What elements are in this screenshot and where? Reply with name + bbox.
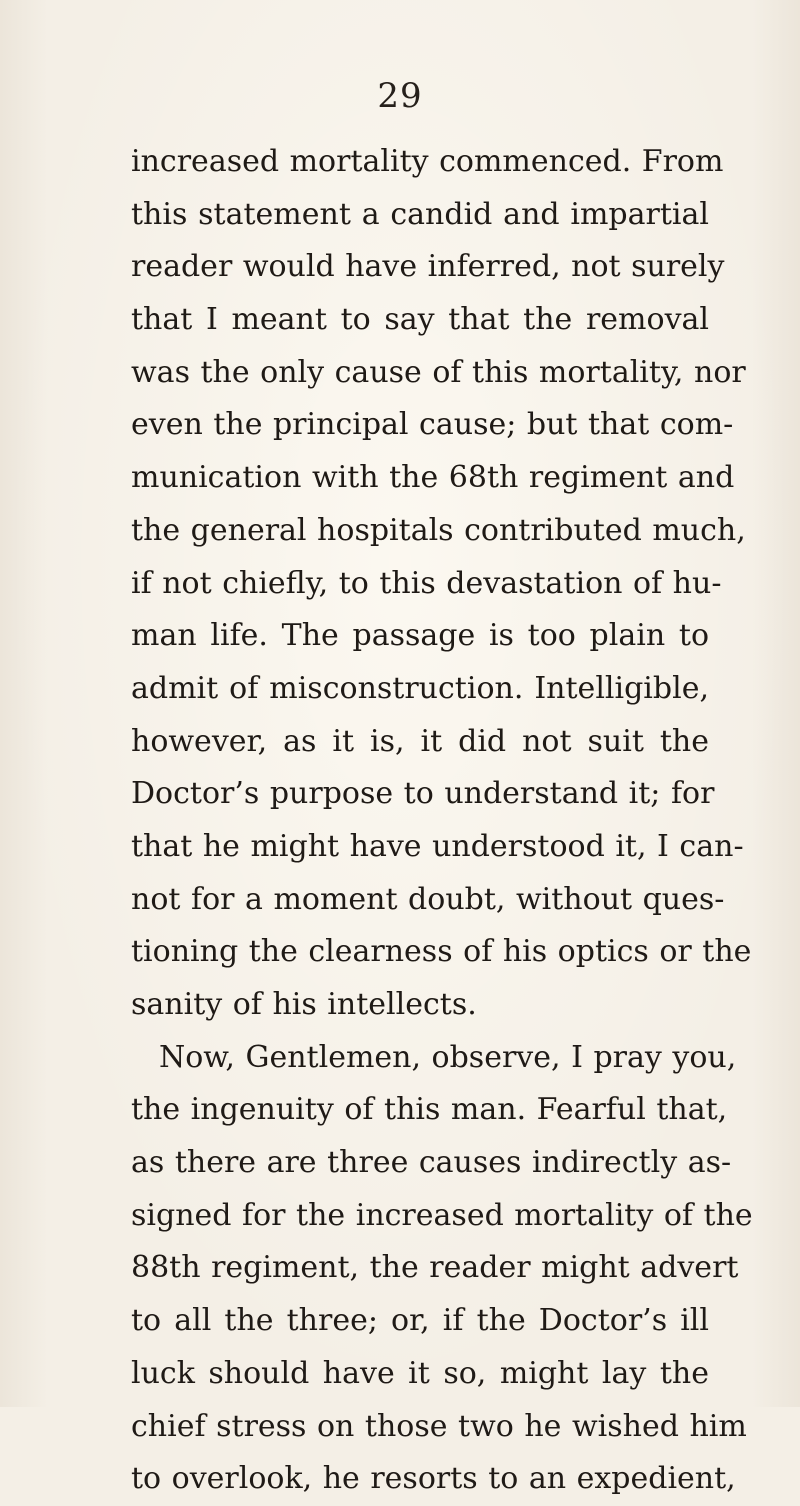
- text-line: reader would have inferred, not surely: [131, 249, 725, 285]
- text-line: increased mortality commenced. From: [131, 144, 724, 179]
- page-number: 29: [377, 76, 423, 116]
- text-line: that he might have understood it, I can-: [131, 828, 744, 864]
- text-line: that I meant to say that the removal: [131, 302, 709, 338]
- text-line: Doctor’s purpose to understand it; for: [131, 776, 715, 812]
- text-line: if not chiefly, to this devastation of hu-: [131, 565, 722, 601]
- text-line: as there are three causes indirectly as-: [131, 1145, 732, 1181]
- text-line: Now, Gentlemen, observe, I pray you,: [159, 1039, 737, 1075]
- text-line: 88th regiment, the reader might advert: [131, 1250, 739, 1286]
- text-line: to all the three; or, if the Doctor’s ill: [131, 1303, 709, 1339]
- text-line: to overlook, he resorts to an expedient,: [131, 1461, 736, 1497]
- text-line: was the only cause of this mortality, nor: [131, 354, 746, 390]
- text-line: signed for the increased mortality of the: [131, 1197, 753, 1233]
- text-line: munication with the 68th regiment and: [131, 460, 735, 496]
- text-line: man life. The passage is too plain to: [131, 618, 709, 654]
- text-line: this statement a candid and impartial: [131, 196, 709, 232]
- text-line: tioning the clearness of his optics or the: [131, 934, 752, 970]
- text-line: luck should have it so, might lay the: [131, 1355, 709, 1391]
- text-line: not for a moment doubt, without ques-: [131, 881, 725, 917]
- text-line: even the principal cause; but that com-: [131, 407, 734, 443]
- text-line: chief stress on those two he wished him: [131, 1408, 747, 1444]
- text-line: the ingenuity of this man. Fearful that,: [131, 1092, 728, 1128]
- text-line: sanity of his intellects.: [131, 987, 477, 1022]
- body-text: [131, 136, 753, 1506]
- text-line: however, as it is, it did not suit the: [131, 723, 709, 759]
- text-line: admit of misconstruction. Intelligible,: [131, 670, 709, 706]
- text-line: the general hospitals contributed much,: [131, 512, 746, 548]
